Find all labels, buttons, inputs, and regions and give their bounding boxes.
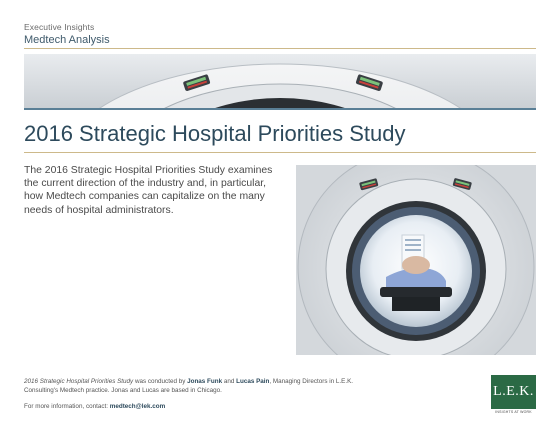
ct-scanner-photo: [296, 165, 536, 355]
lek-logo: [491, 375, 536, 409]
page-title: 2016 Strategic Hospital Priorities Study: [24, 121, 406, 146]
header-kicker: Executive Insights: [24, 22, 95, 32]
credit-text-1: was conducted by: [133, 378, 188, 385]
ct-scanner-patient-illustration: [296, 165, 536, 355]
contact-label: For more information, contact:: [24, 403, 110, 410]
logo-mark: L.E.K.: [493, 384, 534, 399]
credit-and: and: [222, 378, 237, 385]
credit-text-2: , Managing Directors in L.E.K. Consulting's Medtech practice. Jonas and Lucas are based in Chicago.: [24, 378, 354, 394]
title-divider: [24, 152, 536, 153]
credit-author-1: Jonas Funk: [187, 378, 223, 385]
banner-image: [24, 54, 536, 110]
contact-line: [24, 403, 165, 410]
intro-paragraph: The 2016 Strategic Hospital Priorities Study examines the current direction of the industry and, in particular, how Medtech companies can capitalize on the many needs of hospital administrators.: [24, 165, 273, 216]
header-divider: [24, 48, 536, 49]
contact-email-link[interactable]: medtech@lek.com: [109, 403, 166, 410]
ct-scanner-banner-illustration: [24, 54, 536, 110]
credit-study-name: 2016 Strategic Hospital Priorities Study: [24, 378, 134, 385]
credit-author-2: Lucas Pain: [236, 378, 270, 385]
header-section-name: Medtech Analysis: [24, 34, 110, 46]
study-credit: [24, 377, 364, 395]
logo-tagline: INSIGHTS AT WORK: [495, 410, 532, 414]
page-header: [24, 22, 110, 46]
